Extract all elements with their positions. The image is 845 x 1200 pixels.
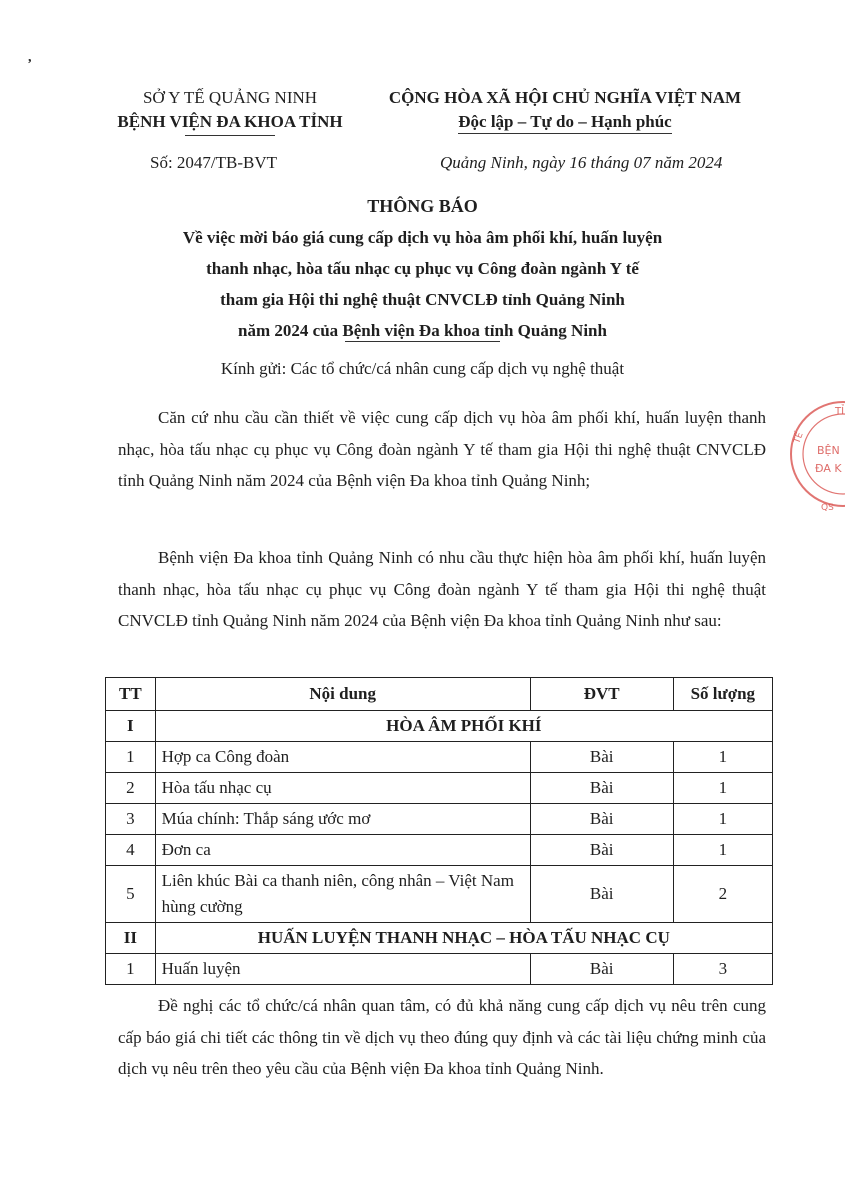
cell-quantity: 1 [673,835,772,866]
paragraph-basis: Căn cứ nhu cầu cần thiết về việc cung cấp dịch vụ hòa âm phối khí, huấn luyện thanh nhạc, hòa tấu nhạc cụ phục vụ Công đoàn ngành Y tế tham gia Hội thi nghệ thuật CNVCLĐ tỉnh Quảng Ninh năm 2024 của Bệnh viện Đa khoa tỉnh Quảng Ninh; [118,408,766,490]
table-row [106,835,773,866]
cell-unit: Bài [530,866,673,923]
svg-text:ĐA K: ĐA K [815,462,842,475]
document-number: Số: 2047/TB-BVT [150,153,278,172]
section-number: I [106,711,156,742]
paragraph-need: Bệnh viện Đa khoa tỉnh Quảng Ninh có nhu cầu thực hiện hòa âm phối khí, huấn luyện thanh nhạc, hòa tấu nhạc cụ phục vụ Công đoàn ngành Y tế tham gia Hội thi nghệ thuật CNVCLĐ tỉnh Quảng Ninh năm 2024 của Bệnh viện Đa khoa tỉnh Quảng Ninh như sau: [118,548,766,630]
cell-unit: Bài [530,773,673,804]
cell-content: Liên khúc Bài ca thanh niên, công nhân – Việt Nam hùng cường [155,866,530,923]
svg-text:TẾ: TẾ [792,431,806,446]
title-divider [345,341,500,342]
issuer-header [100,86,360,134]
svg-text:QS: QS [821,503,834,513]
cell-tt: 2 [106,773,156,804]
cell-unit: Bài [530,742,673,773]
svg-text:BỆN: BỆN [817,444,840,457]
cell-content: Hợp ca Công đoàn [155,742,530,773]
table-row [106,773,773,804]
cell-content: Đơn ca [155,835,530,866]
cell-tt: 5 [106,866,156,923]
table-row [106,866,773,923]
cell-quantity: 1 [673,804,772,835]
cell-content: Huấn luyện [155,954,530,985]
cell-quantity: 1 [673,773,772,804]
header-quantity: Số lượng [673,678,772,711]
header-tt: TT [106,678,156,711]
section-number: II [106,923,156,954]
cell-quantity: 2 [673,866,772,923]
section-title: HUẤN LUYỆN THANH NHẠC – HÒA TẤU NHẠC CỤ [155,923,772,954]
table-row [106,954,773,985]
document-subject [100,222,745,346]
greeting: Kính gửi: Các tổ chức/cá nhân cung cấp dịch vụ nghệ thuật [220,359,625,378]
issuer-underline [185,135,275,136]
header-content: Nội dung [155,678,530,711]
cell-tt: 1 [106,954,156,985]
cell-content: Hòa tấu nhạc cụ [155,773,530,804]
section-row [106,923,773,954]
cell-unit: Bài [530,954,673,985]
header-unit: ĐVT [530,678,673,711]
document-date: Quảng Ninh, ngày 16 tháng 07 năm 2024 [440,153,723,172]
section-row [106,711,773,742]
hospital-seal-stamp [785,392,845,522]
cell-quantity: 1 [673,742,772,773]
subject-line: Về việc mời báo giá cung cấp dịch vụ hòa âm phối khí, huấn luyện [182,228,663,247]
table-row [106,804,773,835]
subject-line: năm 2024 của Bệnh viện Đa khoa tỉnh Quảng Ninh [238,321,607,340]
cell-content: Múa chính: Thắp sáng ước mơ [155,804,530,835]
svg-text:TỈ: TỈ [835,406,845,417]
document-title: THÔNG BÁO [367,196,478,216]
cell-unit: Bài [530,804,673,835]
national-motto: Độc lập – Tự do – Hạnh phúc [458,112,671,134]
table-row [106,742,773,773]
scan-mark: , [28,50,32,65]
cell-quantity: 3 [673,954,772,985]
cell-tt: 4 [106,835,156,866]
subject-line: thanh nhạc, hòa tấu nhạc cụ phục vụ Công đoàn ngành Y tế [206,259,639,278]
issuer-department: SỞ Y TẾ QUẢNG NINH [142,88,318,107]
cell-unit: Bài [530,835,673,866]
national-title: CỘNG HÒA XÃ HỘI CHỦ NGHĨA VIỆT NAM [388,88,742,107]
subject-line: tham gia Hội thi nghệ thuật CNVCLĐ tỉnh Quảng Ninh [220,290,625,309]
cell-tt: 3 [106,804,156,835]
cell-tt: 1 [106,742,156,773]
services-table [105,677,773,985]
paragraph-request: Đề nghị các tổ chức/cá nhân quan tâm, có đủ khả năng cung cấp dịch vụ nêu trên cung cấp báo giá chi tiết các thông tin về dịch vụ theo đúng quy định và các tài liệu chứng minh của dịch vụ nêu trên theo yêu cầu của Bệnh viện Đa khoa tỉnh Quảng Ninh. [118,996,766,1078]
section-title: HÒA ÂM PHỐI KHÍ [155,711,772,742]
issuer-hospital: BỆNH VIỆN ĐA KHOA TỈNH [117,112,343,131]
table-header-row [106,678,773,711]
national-header [360,86,770,134]
